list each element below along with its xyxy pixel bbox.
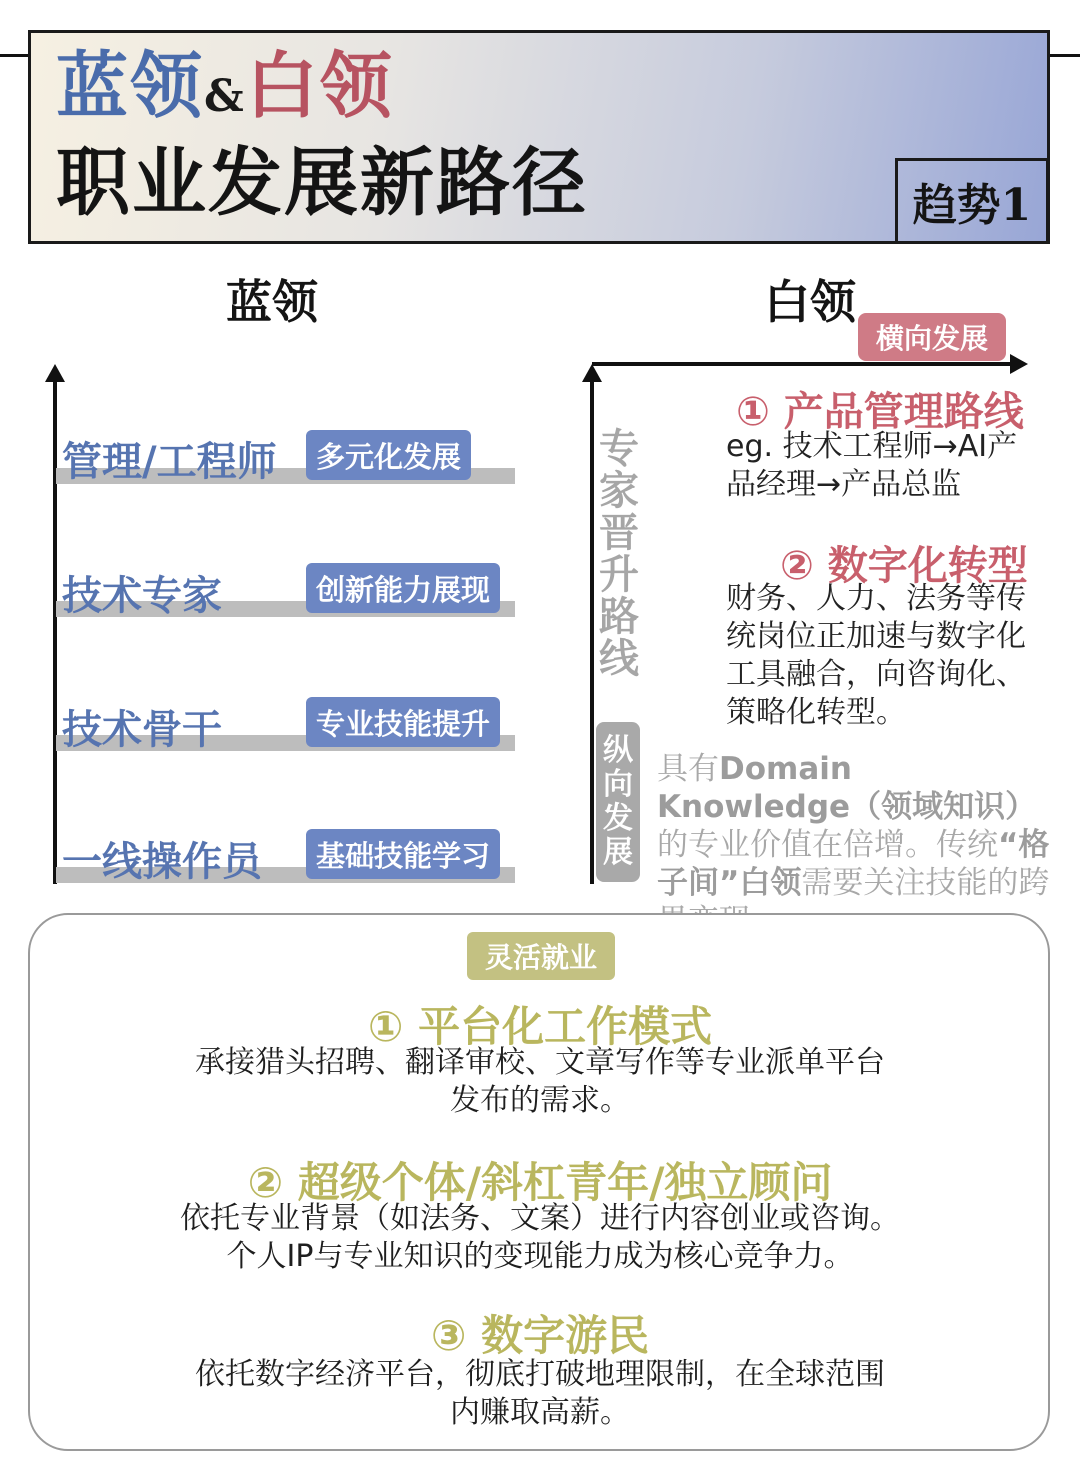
right-horizontal-axis bbox=[592, 362, 1012, 366]
route-body: eg. 技术工程师→AI产品经理→产品总监 bbox=[726, 429, 1018, 502]
blue-collar-heading: 蓝领 bbox=[226, 275, 318, 329]
left-axis bbox=[53, 378, 57, 884]
body-line: 承接猎头招聘、翻译审校、文章写作等专业派单平台 bbox=[195, 1045, 885, 1080]
ladder-rung-label: 技术骨干 bbox=[62, 707, 222, 753]
flexible-item-body bbox=[150, 1200, 930, 1276]
body-line: 依托专业背景（如法务、文案）进行内容创业或咨询。 bbox=[180, 1201, 900, 1236]
domain-note-emphasis: “格子间”白领 bbox=[657, 827, 1050, 901]
ladder-rung-tag: 创新能力展现 bbox=[306, 563, 500, 613]
domain-note-part: 的专业价值在倍增。传统 bbox=[657, 827, 998, 863]
ladder-rung-tag: 多元化发展 bbox=[306, 430, 471, 480]
title-white-collar: 白领 bbox=[245, 43, 394, 128]
flexible-item-title: ① 平台化工作模式 bbox=[367, 1002, 713, 1051]
page-title-line1 bbox=[56, 44, 394, 139]
body-line: 依托数字经济平台，彻底打破地理限制，在全球范围 bbox=[195, 1357, 885, 1392]
ladder-rung-tag: 专业技能提升 bbox=[306, 697, 500, 747]
right-vertical-axis bbox=[590, 378, 594, 884]
flexible-item-body bbox=[150, 1044, 930, 1120]
expert-promotion-route-label: 专家晋升路线 bbox=[599, 426, 639, 682]
body-line: 内赚取高薪。 bbox=[450, 1395, 630, 1430]
ladder-rung-label: 技术专家 bbox=[62, 573, 222, 619]
horizontal-development-badge: 横向发展 bbox=[858, 313, 1006, 361]
header-deco-line-right bbox=[1050, 54, 1080, 57]
body-line: 个人IP与专业知识的变现能力成为核心竞争力。 bbox=[226, 1239, 854, 1274]
title-blue-collar: 蓝领 bbox=[56, 43, 205, 128]
vertical-development-badge: 纵向发展 bbox=[596, 722, 640, 882]
route-title: ② 数字化转型 bbox=[780, 543, 1028, 589]
domain-note-emphasis: Domain Knowledge（领域知识） bbox=[657, 751, 1037, 825]
flexible-item-title: ② 超级个体/斜杠青年/独立顾问 bbox=[247, 1158, 833, 1207]
domain-note-part: 需要关注技能的跨 bbox=[801, 865, 1050, 901]
domain-note-part: 具有 bbox=[657, 751, 719, 787]
flexible-item-body bbox=[150, 1356, 930, 1432]
right-axis-arrow-icon bbox=[1010, 354, 1028, 374]
route-title: ① 产品管理路线 bbox=[736, 389, 1024, 435]
trend-badge: 趋势1 bbox=[895, 158, 1049, 244]
title-ampersand: & bbox=[204, 71, 246, 122]
ladder-rung-label: 一线操作员 bbox=[62, 839, 262, 885]
route-body: 财务、人力、法务等传统岗位正加速与数字化工具融合，向咨询化、策略化转型。 bbox=[726, 581, 1026, 730]
body-line: 发布的需求。 bbox=[450, 1083, 630, 1118]
flexible-employment-badge: 灵活就业 bbox=[467, 932, 615, 980]
domain-knowledge-note bbox=[657, 750, 1052, 940]
flexible-item-title: ③ 数字游民 bbox=[430, 1311, 650, 1360]
page-title-line2: 职业发展新路径 bbox=[56, 140, 588, 226]
white-collar-heading: 白领 bbox=[764, 275, 856, 329]
ladder-rung-tag: 基础技能学习 bbox=[306, 829, 500, 879]
ladder-rung-label: 管理/工程师 bbox=[62, 439, 277, 485]
header-deco-line-left bbox=[0, 54, 30, 57]
